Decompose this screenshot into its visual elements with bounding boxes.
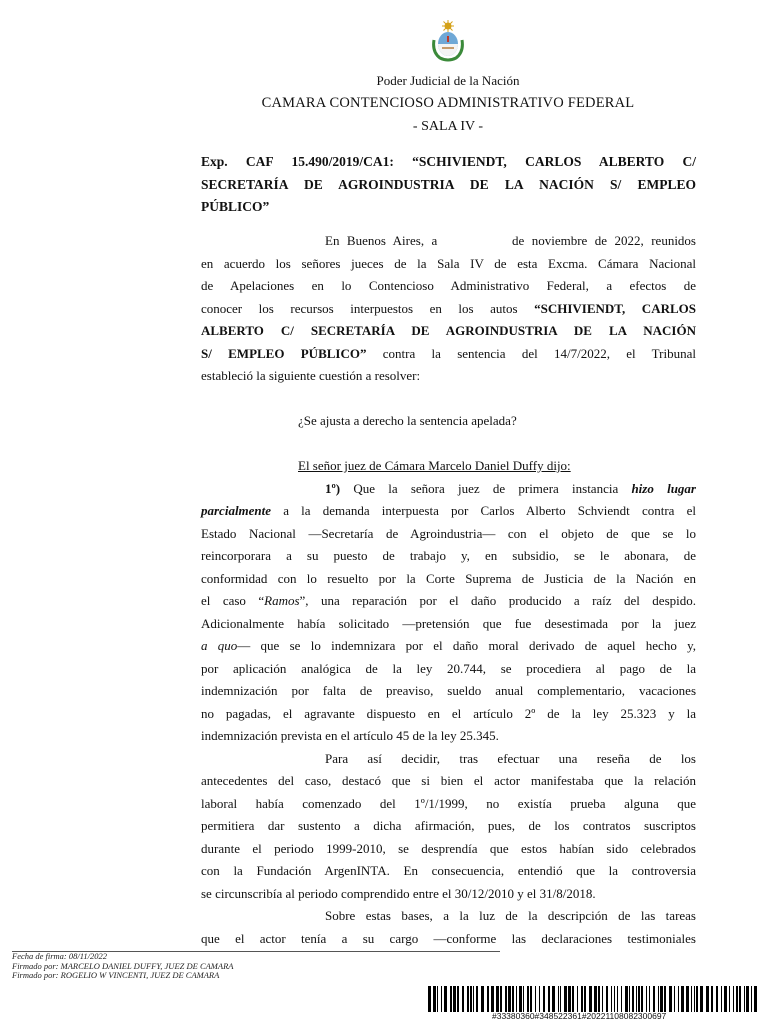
barcode-bar [733,986,734,1012]
signature-footer [12,952,233,981]
barcode-bar [617,986,618,1012]
barcode-bar [681,986,684,1012]
body-line [201,478,696,501]
body-text: Que la señora juez de primera instancia [340,480,632,496]
barcode-bar [453,986,456,1012]
body-line: Estado Nacional —Secretaría de Agroindustria— con el objeto de que se lo [201,525,696,541]
body-line: con la Fundación ArgenINTA. En consecuencia, entendió que la controversia [201,863,696,878]
barcode-bar [481,986,484,1012]
barcode-bar [664,986,666,1012]
signature-date: Fecha de firma: 08/11/2022 [12,951,107,961]
body-line: por aplicación analógica de la ley 20.744, se procediera al pago de la [201,660,696,676]
barcode-bar [638,986,640,1012]
body-text: ”, una reparación por el daño producido a raíz del despido. [299,593,696,608]
italic-text: Ramos [264,593,300,608]
barcode-bar [724,986,727,1012]
case-caption [201,151,696,219]
italic-text: a quo [201,638,238,653]
barcode-bar [711,986,713,1012]
barcode-bar [457,986,459,1012]
body-line: conformidad con lo resuelto por la Corte Suprema de Justicia de la Nación en [201,570,696,586]
barcode-bar [535,986,536,1012]
barcode-bar [629,986,630,1012]
barcode-bar [470,986,472,1012]
barcode-bar [632,986,634,1012]
body-line: que el actor tenía a su cargo —conforme las declaraciones testimoniales [201,930,696,946]
barcode-bar [462,986,464,1012]
barcode-bar [519,986,522,1012]
barcode-bar [584,986,586,1012]
barcode-bar [669,986,672,1012]
barcode-bar [530,986,532,1012]
barcode-bar [539,986,540,1012]
sala-name: - SALA IV - [412,119,484,134]
emphasis-text: parcialmente [201,503,272,518]
body-line: se circunscribía al periodo comprendido entre el 30/12/2010 y el 31/8/2018. [201,885,596,901]
barcode-bar [572,986,574,1012]
barcode-bar [487,986,489,1012]
barcode-bar [691,986,692,1012]
barcode-bar [467,986,469,1012]
barcode-bar [508,986,511,1012]
barcode-bar [512,986,514,1012]
barcode-bar [716,986,718,1012]
barcode-bar [441,986,442,1012]
barcode-bar [611,986,612,1012]
barcode-bar [444,986,447,1012]
national-coat-of-arms-logo [428,20,468,62]
body-line: de Apelaciones en lo Contencioso Administrativo Federal, a efectos de [201,278,696,293]
barcode-bar [625,986,628,1012]
judge-heading-text: El señor juez de Cámara Marcelo Daniel Duffy dijo: [298,458,571,473]
document-body [201,230,696,950]
barcode-bar [706,986,709,1012]
barcode-bar [751,986,752,1012]
body-line: laboral había comenzado del 1º/1/1999, no existía prueba alguna que [201,795,696,811]
barcode-bar [548,986,550,1012]
caption-line: SECRETARÍA DE AGROINDUSTRIA DE LA NACIÓN S/ EMPLEO [201,176,696,192]
caption-line: PÚBLICO” [201,199,270,214]
barcode-bar [564,986,567,1012]
barcode-bar [641,986,643,1012]
barcode-bar [649,986,650,1012]
barcode-bar [674,986,675,1012]
barcode-bar [653,986,655,1012]
case-title-bold: “SCHIVIENDT, CARLOS [534,300,696,316]
body-text: — que se lo indemnizara por el daño moral derivado de aquel hecho y, [237,638,697,653]
barcode-bar [754,986,757,1012]
case-title-bold: ALBERTO C/ SECRETARÍA DE AGROINDUSTRIA DE LA NACIÓN [201,323,696,338]
barcode-bar [560,986,561,1012]
body-text: a la demanda interpuesta por Carlos Alberto Schviendt contra el [271,503,696,518]
barcode-bar [636,986,637,1012]
emphasis-text: hizo lugar [631,480,696,496]
barcode-bar [552,986,555,1012]
body-line: Sobre estas bases, a la luz de la descripción de las tareas [325,908,696,923]
signer-line: Firmado por: ROGELIO W VINCENTI, JUEZ DE CAMARA [12,970,220,980]
body-line: en acuerdo los señores jueces de la Sala IV de esta Excma. Cámara Nacional [201,255,696,271]
barcode-bar [577,986,578,1012]
barcode-bar [505,986,507,1012]
body-line [201,343,696,366]
barcode-bar [602,986,603,1012]
caption-line: Exp. CAF 15.490/2019/CA1: “SCHIVIENDT, CARLOS ALBERTO C/ [201,154,696,169]
barcode-bar [660,986,663,1012]
barcode-bar [696,986,698,1012]
barcode-bar [491,986,494,1012]
body-line [201,500,696,523]
body-line: indemnización prevista en el artículo 45 de la ley 25.345. [201,728,499,743]
body-line: indemnización por falta de preaviso, sueldo anual complementario, vacaciones [201,683,696,698]
barcode-bar [594,986,597,1012]
barcode-bar [476,986,478,1012]
barcode-bar [721,986,722,1012]
barcode-bar [589,986,592,1012]
barcode-bar [568,986,571,1012]
body-line: permitiera dar sustento a dicha afirmación, pues, de los contratos suscriptos [201,818,696,833]
body-text: contra la sentencia del 14/7/2022, el Tribunal [366,345,696,361]
barcode-bar [428,986,431,1012]
barcode-bar [473,986,474,1012]
barcode-bar [686,986,689,1012]
barcode-bar [527,986,529,1012]
body-line [201,635,696,658]
barcode-bar [646,986,647,1012]
body-line [201,320,696,343]
body-line [201,298,696,321]
body-line: no pagadas, el agravante dispuesto en el artículo 2º de la ley 25.323 y la [201,705,696,721]
barcode-bar [581,986,583,1012]
body-line: reincorporara a su puesto de trabajo y, en subsidio, se le abonara, de [201,548,696,563]
barcode-bar [700,986,703,1012]
barcode-bar [736,986,738,1012]
barcode-bar [678,986,679,1012]
chamber-name: CAMARA CONTENCIOSO ADMINISTRATIVO FEDERAL [261,95,635,111]
body-line: durante el periodo 1999-2010, se desprendía que estos habían sido celebrados [201,840,696,856]
body-line: antecedentes del caso, destacó que si bien el actor manifestaba que la relación [201,773,696,788]
body-line: Para así decidir, tras efectuar una reseña de los [325,750,696,766]
signer-line: Firmado por: MARCELO DANIEL DUFFY, JUEZ DE CAMARA [12,960,234,971]
barcode-bar [500,986,502,1012]
barcode-bar [606,986,608,1012]
body-line: Adicionalmente había solicitado —pretensión que fue desestimada por la juez [201,615,696,631]
document-barcode [428,986,758,1012]
barcode-bar [614,986,615,1012]
barcode-bar [450,986,452,1012]
barcode-bar [558,986,559,1012]
point-number: 1º) [325,480,341,496]
barcode-bar [621,986,622,1012]
barcode-bar [694,986,695,1012]
judge-heading [201,455,696,478]
barcode-bar [744,986,745,1012]
barcode-bar [746,986,749,1012]
question-line: ¿Se ajusta a derecho la sentencia apelada? [298,413,517,428]
body-line: estableció la siguiente cuestión a resolver: [201,368,421,383]
barcode-bar [523,986,524,1012]
barcode-bar [543,986,545,1012]
body-line: En Buenos Aires, a de noviembre de 2022, reunidos [325,233,696,248]
body-text: el caso “ [201,593,265,608]
barcode-bar [729,986,730,1012]
body-text: conocer los recursos interpuestos en los autos [201,300,535,316]
barcode-number: #33380360#348522361#20221108082300697 [492,1011,667,1021]
barcode-bar [433,986,436,1012]
barcode-bar [437,986,438,1012]
barcode-bar [598,986,600,1012]
barcode-bar [516,986,517,1012]
barcode-bar [658,986,659,1012]
case-title-bold: S/ EMPLEO PÚBLICO” [201,345,367,361]
barcode-bar [496,986,499,1012]
court-name: Poder Judicial de la Nación [376,73,520,88]
body-line [201,590,696,613]
barcode-bar [739,986,741,1012]
